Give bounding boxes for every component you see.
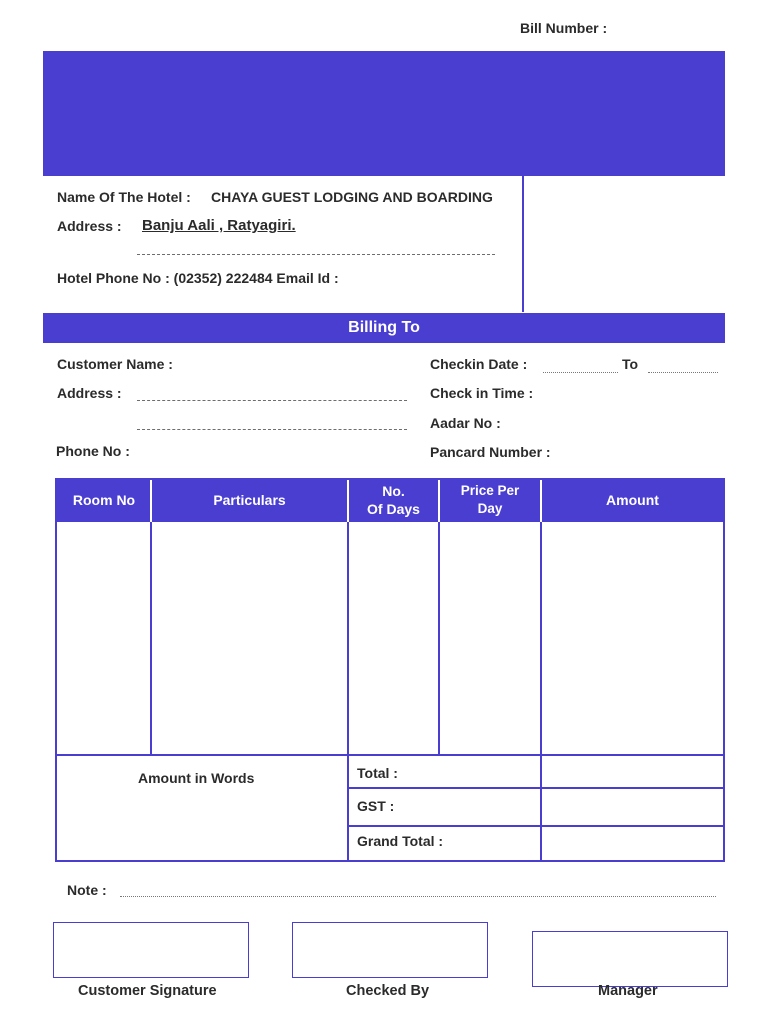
to-label: To [622, 356, 639, 372]
note-field[interactable] [120, 896, 716, 897]
header-sep-1 [150, 480, 152, 522]
checked-by-label: Checked By [346, 983, 430, 999]
checkin-date-label: Checkin Date : [430, 356, 528, 372]
note-label: Note : [67, 882, 107, 898]
gst-row-line [347, 787, 725, 789]
customer-name-label: Customer Name : [57, 356, 173, 372]
checked-by-box[interactable] [292, 922, 488, 978]
hotel-phone-email: Hotel Phone No : (02352) 222484 Email Id : [57, 270, 339, 286]
customer-address-line-1[interactable] [137, 400, 407, 401]
col-price-per-day [440, 478, 540, 522]
total-label: Total : [357, 765, 398, 781]
billing-to-header: Billing To [43, 313, 725, 343]
checkin-time-label: Check in Time : [430, 385, 534, 401]
amount-in-words-label: Amount in Words [138, 770, 255, 786]
col-line-4 [540, 522, 542, 862]
col-no-of-days [349, 478, 438, 522]
customer-address-line-2[interactable] [137, 429, 407, 430]
aadar-label: Aadar No : [430, 415, 501, 431]
customer-signature-label: Customer Signature [78, 983, 217, 999]
col-price-line2: Day [477, 501, 503, 516]
col-price-line1: Price Per [460, 483, 520, 498]
header-sep-3 [438, 480, 440, 522]
col-no-of-days-line2: Of Days [367, 501, 420, 517]
col-line-3 [438, 522, 440, 755]
grand-total-label: Grand Total : [357, 833, 444, 849]
hotel-name-value: CHAYA GUEST LODGING AND BOARDING [211, 189, 493, 205]
manager-label: Manager [598, 983, 658, 999]
manager-box[interactable] [532, 931, 728, 987]
col-no-of-days-line1: No. [382, 483, 405, 499]
hotel-address-line [137, 254, 495, 255]
header-banner [43, 51, 725, 176]
checkout-date-field[interactable] [648, 372, 718, 373]
checkin-date-field[interactable] [543, 372, 618, 373]
pancard-label: Pancard Number : [430, 444, 551, 460]
hotel-name-label: Name Of The Hotel : [57, 189, 191, 205]
header-sep-2 [347, 480, 349, 522]
col-particulars: Particulars [213, 492, 286, 508]
hotel-address-label: Address : [57, 218, 122, 234]
bill-number-label: Bill Number : [520, 20, 608, 36]
hotel-info-divider [522, 176, 524, 312]
header-sep-4 [540, 480, 542, 522]
col-line-1 [150, 522, 152, 755]
col-room-no: Room No [72, 492, 136, 508]
grand-total-row-line [347, 825, 725, 827]
customer-address-label: Address : [57, 385, 122, 401]
gst-label: GST : [357, 798, 395, 814]
customer-phone-label: Phone No : [56, 443, 130, 459]
col-amount: Amount [606, 492, 659, 508]
col-line-2 [347, 522, 349, 862]
totals-top-line [55, 754, 725, 756]
hotel-address-value: Banju Aali , Ratyagiri. [142, 217, 296, 234]
customer-signature-box[interactable] [53, 922, 249, 978]
